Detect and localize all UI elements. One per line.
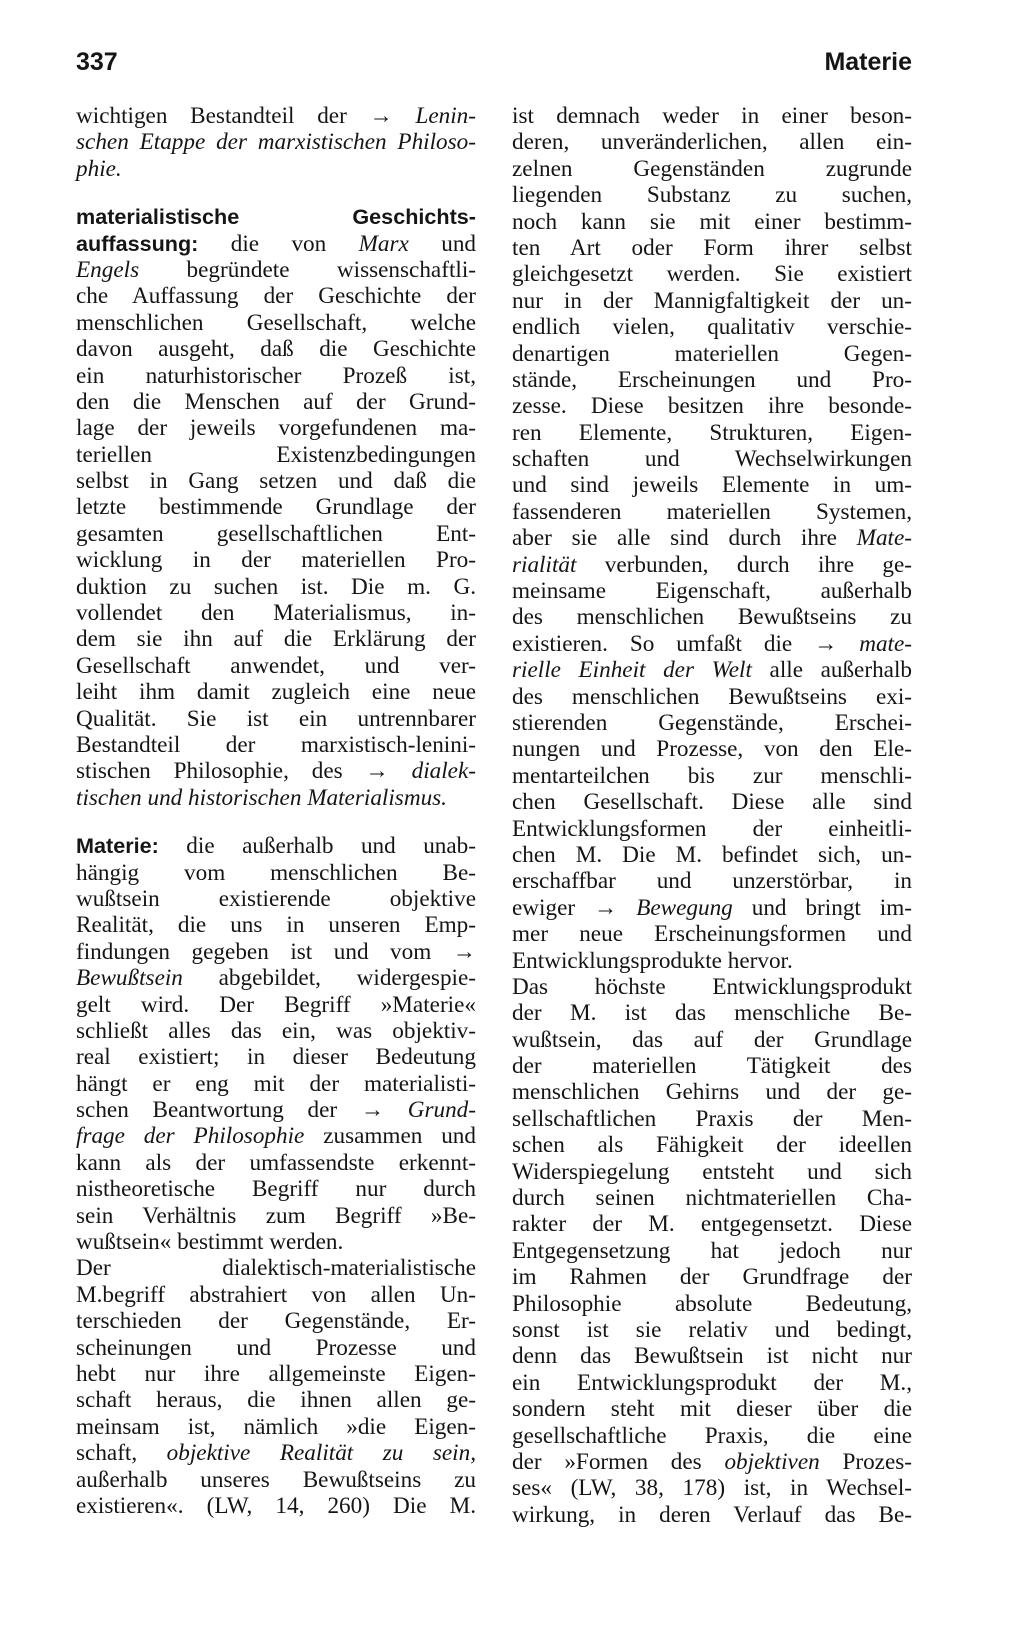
text-run: leiht ihm damit zugleich eine neue: [76, 679, 476, 706]
text-line: [512, 156, 912, 182]
text-line: [512, 1211, 912, 1237]
text-run: schaft,: [76, 1440, 167, 1467]
italic-term: phie.: [76, 155, 122, 182]
italic-term: mate-: [859, 630, 912, 657]
text-line: [76, 1467, 476, 1493]
text-run: Entwicklungsprodukte hervor.: [512, 947, 793, 974]
text-line: [76, 732, 476, 758]
text-line: [512, 393, 912, 419]
text-run: duktion zu suchen ist. Die m. G.: [76, 573, 476, 600]
text-line: [76, 1044, 476, 1070]
text-line: [76, 965, 476, 991]
text-line: [76, 129, 476, 155]
italic-term: Grund-: [407, 1097, 476, 1124]
text-line: [512, 657, 912, 683]
text-run: wichtigen Bestandteil der →: [76, 103, 416, 129]
text-line: [76, 336, 476, 362]
text-run: liegenden Substanz zu suchen,: [512, 182, 912, 209]
text-line: [512, 129, 912, 155]
text-run: scheinungen und Prozesse und: [76, 1334, 476, 1361]
text-run: existieren«. (LW, 14, 260) Die M.: [76, 1492, 476, 1519]
text-line: [76, 415, 476, 441]
text-run: ses« (LW, 38, 178) ist, in Wechsel-: [512, 1475, 912, 1502]
text-line: [76, 363, 476, 389]
text-run: stände, Erscheinungen und Pro-: [512, 366, 912, 393]
text-line: [512, 921, 912, 947]
text-run: wirkung, in deren Verlauf das Be-: [512, 1501, 912, 1528]
text-line: [512, 1317, 912, 1343]
text-line: [512, 499, 912, 525]
text-run: fassenderen materiellen Systemen,: [512, 498, 912, 525]
text-line: [512, 1291, 912, 1317]
text-line: [76, 574, 476, 600]
headword: auffassung:: [76, 230, 199, 256]
text-line: [512, 1238, 912, 1264]
text-run: lage der jeweils vorgefundenen ma-: [76, 415, 476, 442]
text-line: [512, 261, 912, 287]
text-run: gesamten gesellschaftlichen Ent-: [76, 520, 476, 547]
text-line: [76, 1414, 476, 1440]
text-run: real existiert; in dieser Bedeutung: [76, 1044, 476, 1071]
italic-term: Bewegung: [636, 894, 733, 921]
italic-term: frage der Philosophie: [76, 1123, 305, 1150]
text-line: [512, 472, 912, 498]
text-run: M.begriff abstrahiert von allen Un-: [76, 1281, 476, 1308]
text-line: [512, 341, 912, 367]
text-run: wußtsein existierende objektive: [76, 885, 476, 912]
text-line: [76, 600, 476, 626]
text-run: schließt alles das ein, was objektiv-: [76, 1017, 476, 1044]
text-line: [76, 310, 476, 336]
text-line: [76, 1335, 476, 1361]
text-run: und: [408, 230, 476, 257]
text-line: [512, 842, 912, 868]
text-run: stierenden Gegenstände, Erschei-: [512, 709, 912, 736]
text-run: chen Gesellschaft. Diese alle sind: [512, 789, 912, 816]
text-run: ein naturhistorischer Prozeß ist,: [76, 362, 476, 389]
text-run: wußtsein, das auf der Grundlage: [512, 1026, 912, 1053]
text-line: [512, 789, 912, 815]
text-line: [512, 710, 912, 736]
text-run: schaften und Wechselwirkungen: [512, 446, 912, 473]
text-line: [512, 1027, 912, 1053]
text-line: [512, 446, 912, 472]
text-line: [512, 1475, 912, 1501]
text-run: vollendet den Materialismus, in-: [76, 600, 476, 627]
text-line: [76, 1203, 476, 1229]
text-run: denn das Bewußtsein ist nicht nur: [512, 1343, 912, 1370]
entry-gap: [76, 811, 476, 833]
text-run: durch seinen nichtmateriellen Cha-: [512, 1185, 912, 1212]
text-run: Das höchste Entwicklungsprodukt: [512, 973, 912, 1000]
text-line: [76, 1387, 476, 1413]
text-run: Prozes-: [819, 1448, 912, 1475]
text-line: [76, 1097, 476, 1123]
text-line: [76, 860, 476, 886]
text-run: schaft heraus, die ihnen allen ge-: [76, 1387, 476, 1414]
text-line: [76, 912, 476, 938]
text-line: [512, 604, 912, 630]
text-line: [76, 1150, 476, 1176]
text-line: [512, 684, 912, 710]
text-run: Der dialektisch-materialistische: [76, 1255, 476, 1282]
italic-term: Bewußtsein: [76, 965, 183, 992]
text-run: stischen Philosophie, des →: [76, 758, 412, 785]
text-line: [76, 1255, 476, 1281]
text-run: Gesellschaft anwendet, und ver-: [76, 652, 476, 679]
page-header: [76, 48, 912, 88]
text-run: schen Beantwortung der →: [76, 1097, 408, 1124]
text-run: Philosophie absolute Bedeutung,: [512, 1290, 912, 1317]
text-run: mer neue Erscheinungsformen und: [512, 921, 912, 948]
text-line: [76, 1440, 476, 1466]
text-line: [512, 1343, 912, 1369]
italic-term: dialek-: [411, 758, 476, 785]
text-line: [76, 1361, 476, 1387]
text-line: [76, 939, 476, 965]
text-line: [76, 156, 476, 182]
text-run: denartigen materiellen Gegen-: [512, 340, 912, 367]
text-run: noch kann sie mit einer bestimm-: [512, 208, 912, 235]
italic-term: Marx: [358, 230, 409, 257]
text-line: [76, 389, 476, 415]
text-line: [76, 1176, 476, 1202]
text-line: [76, 494, 476, 520]
italic-term: tischen und historischen Materialismus.: [76, 784, 447, 811]
italic-term: objektiven: [724, 1448, 820, 1475]
text-line: [76, 833, 476, 859]
text-run: Entgegensetzung hat jedoch nur: [512, 1237, 912, 1264]
text-line: [512, 209, 912, 235]
text-run: Bestandteil der marxistisch-lenini-: [76, 731, 476, 758]
text-run: ten Art oder Form ihrer selbst: [512, 234, 912, 261]
text-line: [76, 679, 476, 705]
text-run: menschlichen Gesellschaft, welche: [76, 309, 476, 336]
text-run: ren Elemente, Strukturen, Eigen-: [512, 419, 912, 446]
text-run: alle außerhalb: [751, 657, 912, 684]
text-run: erschaffbar und unzerstörbar, in: [512, 868, 912, 895]
text-line: [512, 948, 912, 974]
text-line: [512, 1185, 912, 1211]
text-run: selbst in Gang setzen und daß die: [76, 468, 476, 495]
text-run: davon ausgeht, daß die Geschichte: [76, 336, 476, 363]
text-run: hängt er eng mit der materialisti-: [76, 1070, 476, 1097]
italic-term: Engels: [76, 256, 140, 283]
left-column: [76, 103, 476, 1519]
headword: Materie:: [76, 833, 159, 859]
text-line: [512, 367, 912, 393]
text-line: [512, 1053, 912, 1079]
text-run: rakter der M. entgegensetzt. Diese: [512, 1211, 912, 1238]
italic-term: schen Etappe der marxistischen Philoso-: [76, 129, 476, 156]
text-line: [512, 974, 912, 1000]
text-line: [76, 442, 476, 468]
text-run: terschieden der Gegenstände, Er-: [76, 1308, 476, 1335]
text-run: gesellschaftliche Praxis, die eine: [512, 1422, 912, 1449]
text-line: [512, 235, 912, 261]
text-line: [512, 1106, 912, 1132]
text-line: [76, 653, 476, 679]
text-run: che Auffassung der Geschichte der: [76, 283, 476, 310]
text-run: und bringt im-: [732, 894, 912, 921]
text-run: sondern steht mit dieser über die: [512, 1396, 912, 1423]
text-run: abgebildet, widergespie-: [182, 965, 476, 992]
text-run: verbunden, durch ihre ge-: [576, 551, 912, 578]
text-line: [512, 420, 912, 446]
text-line: [512, 1079, 912, 1105]
text-run: außerhalb unseres Bewußtseins zu: [76, 1466, 476, 1493]
text-run: letzte bestimmende Grundlage der: [76, 494, 476, 521]
text-run: sonst ist sie relativ und bedingt,: [512, 1316, 912, 1343]
text-run: und sind jeweils Elemente in um-: [512, 472, 912, 499]
text-run: ist demnach weder in einer beson-: [512, 103, 912, 129]
text-run: begründete wissenschaftli-: [139, 256, 476, 283]
text-line: [512, 631, 912, 657]
text-line: [76, 1493, 476, 1519]
text-run: der M. ist das menschliche Be-: [512, 1000, 912, 1027]
text-run: existieren. So umfaßt die →: [512, 630, 860, 657]
text-line: [512, 763, 912, 789]
text-run: schen als Fähigkeit der ideellen: [512, 1132, 912, 1159]
text-line: [76, 257, 476, 283]
text-run: gelt wird. Der Begriff »Materie«: [76, 991, 476, 1018]
text-run: nungen und Prozesse, von den Ele-: [512, 736, 912, 763]
text-line: [512, 895, 912, 921]
text-line: [512, 1502, 912, 1528]
text-run: zusammen und: [304, 1123, 476, 1150]
text-line: [512, 552, 912, 578]
text-run: wußtsein« bestimmt werden.: [76, 1229, 344, 1256]
text-line: [512, 578, 912, 604]
text-run: aber sie alle sind durch ihre: [512, 525, 857, 552]
text-run: zesse. Diese besitzen ihre besonde-: [512, 393, 912, 420]
text-run: meinsam ist, nämlich »die Eigen-: [76, 1413, 476, 1440]
text-line: [76, 992, 476, 1018]
text-run: teriellen Existenzbedingungen: [76, 441, 476, 468]
italic-term: Mate-: [856, 525, 912, 552]
headword: materialistische Geschichts-: [76, 204, 476, 230]
text-line: [76, 231, 476, 257]
text-run: gleichgesetzt werden. Sie existiert: [512, 261, 912, 288]
text-run: des menschlichen Bewußtseins zu: [512, 604, 912, 631]
text-line: [76, 1018, 476, 1044]
text-line: [512, 103, 912, 129]
text-run: im Rahmen der Grundfrage der: [512, 1264, 912, 1291]
text-run: die von: [198, 230, 359, 257]
text-run: nistheoretische Begriff nur durch: [76, 1176, 476, 1203]
text-line: [512, 816, 912, 842]
text-line: [76, 283, 476, 309]
text-line: [512, 1449, 912, 1475]
text-run: der »Formen des: [512, 1448, 725, 1475]
entry-gap: [76, 182, 476, 204]
text-line: [76, 785, 476, 811]
text-run: die außerhalb und unab-: [158, 833, 476, 860]
text-line: [512, 1396, 912, 1422]
text-run: Realität, die uns in unseren Emp-: [76, 912, 476, 939]
text-run: Qualität. Sie ist ein untrennbarer: [76, 705, 476, 732]
text-line: [76, 547, 476, 573]
text-run: Widerspiegelung entsteht und sich: [512, 1158, 912, 1185]
text-line: [76, 103, 476, 129]
text-line: [76, 1308, 476, 1334]
text-line: [512, 182, 912, 208]
text-run: kann als der umfassendste erkennt-: [76, 1149, 476, 1176]
text-run: hängig vom menschlichen Be-: [76, 859, 476, 886]
text-line: [76, 758, 476, 784]
text-line: [512, 1132, 912, 1158]
text-run: den die Menschen auf der Grund-: [76, 388, 476, 415]
text-line: [512, 1423, 912, 1449]
text-run: der materiellen Tätigkeit des: [512, 1053, 912, 1080]
text-run: nur in der Mannigfaltigkeit der un-: [512, 287, 912, 314]
running-head: Materie: [824, 48, 912, 76]
italic-term: objektive Realität zu sein,: [166, 1440, 476, 1467]
right-column: [512, 103, 912, 1528]
text-run: wicklung in der materiellen Pro-: [76, 547, 476, 574]
text-line: [76, 204, 476, 230]
text-line: [512, 1370, 912, 1396]
text-line: [76, 468, 476, 494]
text-run: Entwicklungsformen der einheitli-: [512, 815, 912, 842]
text-line: [512, 288, 912, 314]
text-run: ewiger →: [512, 894, 637, 921]
text-line: [512, 736, 912, 762]
text-line: [512, 314, 912, 340]
text-run: ein Entwicklungsprodukt der M.,: [512, 1369, 912, 1396]
text-line: [512, 525, 912, 551]
text-run: dem sie ihn auf die Erklärung der: [76, 626, 476, 653]
text-line: [76, 1071, 476, 1097]
text-line: [76, 1229, 476, 1255]
text-run: endlich vielen, qualitativ verschie-: [512, 314, 912, 341]
text-run: des menschlichen Bewußtseins exi-: [512, 683, 912, 710]
text-run: findungen gegeben ist und vom →: [76, 938, 476, 965]
text-run: hebt nur ihre allgemeinste Eigen-: [76, 1360, 476, 1387]
text-run: zelnen Gegenständen zugrunde: [512, 155, 912, 182]
italic-term: rialität: [512, 551, 577, 578]
italic-term: Lenin-: [415, 103, 476, 129]
text-line: [512, 1000, 912, 1026]
italic-term: rielle Einheit der Welt: [512, 657, 752, 684]
text-line: [512, 1159, 912, 1185]
text-line: [76, 626, 476, 652]
text-line: [76, 521, 476, 547]
text-line: [512, 868, 912, 894]
text-line: [76, 1123, 476, 1149]
text-run: sellschaftlichen Praxis der Men-: [512, 1105, 912, 1132]
text-run: mentarteilchen bis zur menschli-: [512, 762, 912, 789]
text-line: [76, 1282, 476, 1308]
page-number: 337: [76, 48, 118, 76]
text-line: [76, 886, 476, 912]
text-line: [76, 706, 476, 732]
text-run: meinsame Eigenschaft, außerhalb: [512, 578, 912, 605]
text-run: deren, unveränderlichen, allen ein-: [512, 129, 912, 156]
text-run: chen M. Die M. befindet sich, un-: [512, 841, 912, 868]
text-run: menschlichen Gehirns und der ge-: [512, 1079, 912, 1106]
text-run: sein Verhältnis zum Begriff »Be-: [76, 1202, 476, 1229]
text-line: [512, 1264, 912, 1290]
